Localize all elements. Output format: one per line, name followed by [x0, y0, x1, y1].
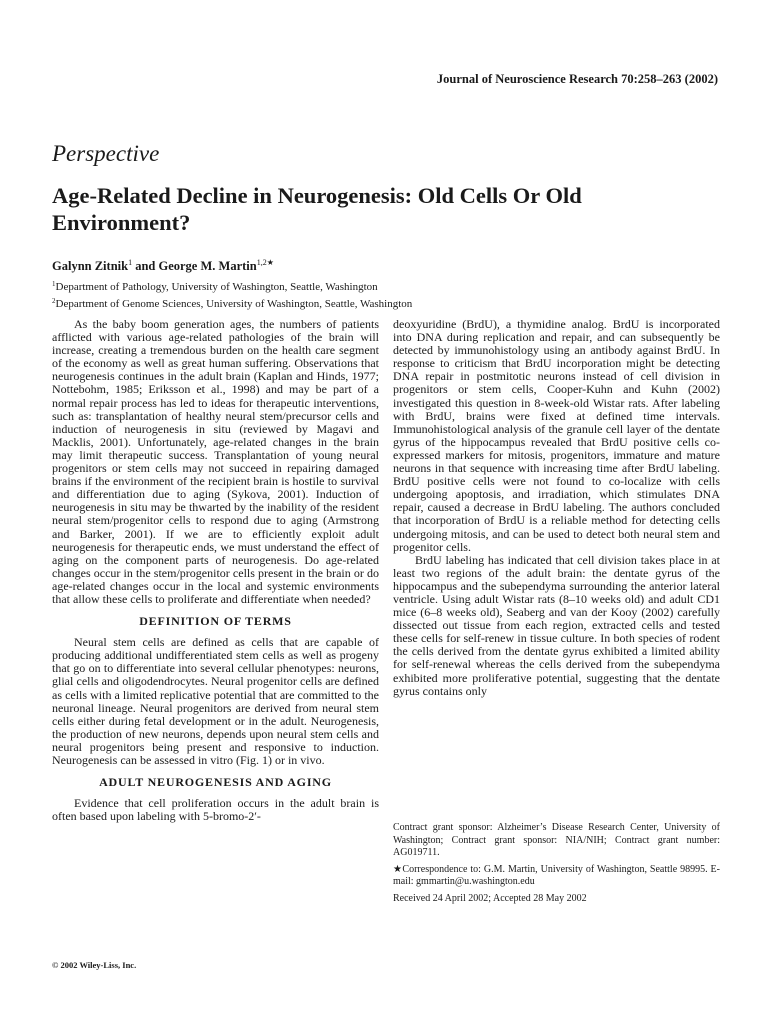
copyright: © 2002 Wiley-Liss, Inc. — [52, 960, 137, 970]
affiliations — [52, 277, 412, 311]
section-heading: DEFINITION OF TERMS — [139, 614, 292, 629]
body-paragraph: Neural stem cells are defined as cells that are capable of producing additional undifferentiated stem cells as well as progeny that go on to differentiate into several cellular phenotypes: neurons, glial cells and oligodendrocytes. Neural progenitor cells are defined as cells with a limited replicative potential that are committed to the neuronal lineage. Neural progenitors are derived from neural stem cells either during fetal development or in the adult. Neurogenesis, the production of new neurons, depends upon neural stem cells and neural progenitors being present and responsive to induction. Neurogenesis can be assessed in vitro (Fig. 1) or in vivo. — [52, 635, 379, 767]
footnotes — [393, 822, 720, 910]
grant-footnote: Contract grant sponsor: Alzheimer’s Disease Research Center, University of Washington; Contract grant sponsor: NIA/NIH; Contract grant number: AG019711. — [393, 822, 720, 859]
affiliation-marker: 2 — [52, 297, 56, 305]
section-heading: ADULT NEUROGENESIS AND AGING — [99, 775, 332, 790]
left-column — [52, 318, 379, 823]
affiliation — [52, 277, 412, 294]
right-column — [393, 318, 720, 698]
author-line — [52, 258, 274, 274]
affiliation-text: Department of Genome Sciences, University of Washington, Seattle, Washington — [55, 298, 413, 310]
body-paragraph: BrdU labeling has indicated that cell division takes place in at least two regions of the adult brain: the dentate gyrus of the hippocampus and the subependyma surrounding the anterior lateral ventricle. Using adult Wistar rats (8–10 weeks old) and adult CD1 mice (6–8 weeks old), Seaberg and van der Kooy (2002) carefully dissected out tissue from each region, extracted cells and tested these cells for self-renew in tissue culture. In both species of rodent the cells derived from the dentate gyrus exhibited a limited ability for self-renewal whereas the cells derived from the subependyma exhibited more proliferative potential, suggesting that the dentate gyrus contains only — [393, 552, 720, 698]
affiliation — [52, 294, 412, 311]
author-affiliation-marker: 1,2★ — [256, 258, 274, 267]
author-conjunction: and — [132, 259, 159, 273]
section-label: Perspective — [52, 141, 160, 166]
article-title: Age-Related Decline in Neurogenesis: Old Cells Or Old Environment? — [52, 183, 582, 235]
body-paragraph: As the baby boom generation ages, the numbers of patients afflicted with various age-related pathologies of the brain will increase, creating a tremendous burden on the health care segment of the economy as well as great human suffering. Observations that neurogenesis continues in the adult brain (Kaplan and Hinds, 1977; Nottebohm, 1985; Eriksson et al., 1998) and may be part of a normal repair process has led to ideas for therapeutic interventions, such as: transplantation of healthy neural stem/precursor cells and induction of neurogenesis in situ (reviewed by Magavi and Macklis, 2001). Unfortunately, age-related changes in the brain may limit therapeutic success. Transplantation of young neural progenitors or stem cells may not succeed in repairing damaged brains if the environment of the recipient brain is hostile to survival and differentiation due to aging (Sykova, 2001). Induction of neurogenesis in situ may be thwarted by the inability of the resident neural stem/progenitor cells to respond due to aging (Armstrong and Barker, 2001). If we are to efficiently exploit adult neurogenesis for therapeutic ends, we must understand the effect of aging on the component parts of neurogenesis. Do age-related changes occur in the stem/progenitor cells present in the brain or do age-related changes occur in the local and systemic environments that allow these cells to proliferate and differentiate when needed? — [52, 317, 379, 606]
affiliation-marker: 1 — [52, 280, 56, 288]
body-paragraph: deoxyuridine (BrdU), a thymidine analog. BrdU is incorporated into DNA during replication and repair, and can subsequently be detected by immunohistology using an antibody against BrdU. In response to criticism that BrdU incorporation might be detecting DNA repair in postmitotic neurons instead of cell division in progenitors or stem cells, Cooper-Kuhn and Kuhn (2002) investigated this question in 8-week-old Wistar rats. After labeling with BrdU, brains were fixed at defined time intervals. Immunohistological analysis of the granule cell layer of the dentate gyrus of the hippocampus revealed that BrdU positive cells co-expressed markers for mitosis, progenitors, immature and mature neurons in that sequence with increasing time after BrdU labeling. BrdU positive cells were not found to co-localize with cells undergoing apoptosis, and irradiation, which stimulates DNA repair, caused a decrease in BrdU labeling. The authors concluded that incorporation of BrdU is a reliable method for detecting cells undergoing mitosis, and can be used to detect both neural stem and progenitor cells. — [393, 317, 720, 554]
body-paragraph: Evidence that cell proliferation occurs in the adult brain is often based upon labeling with 5-bromo-2′- — [52, 796, 379, 824]
author-affiliation-marker: 1 — [128, 258, 133, 267]
journal-reference: Journal of Neuroscience Research 70:258–263 (2002) — [436, 72, 718, 86]
affiliation-text: Department of Pathology, University of Washington, Seattle, Washington — [55, 281, 378, 293]
dates-footnote: Received 24 April 2002; Accepted 28 May 2002 — [393, 892, 587, 904]
correspondence-footnote: ★Correspondence to: G.M. Martin, University of Washington, Seattle 98995. E-mail: gmmartin@u.washington.edu — [393, 863, 720, 888]
author-name: Galynn Zitnik — [52, 259, 129, 273]
author-name: George M. Martin — [158, 259, 257, 273]
